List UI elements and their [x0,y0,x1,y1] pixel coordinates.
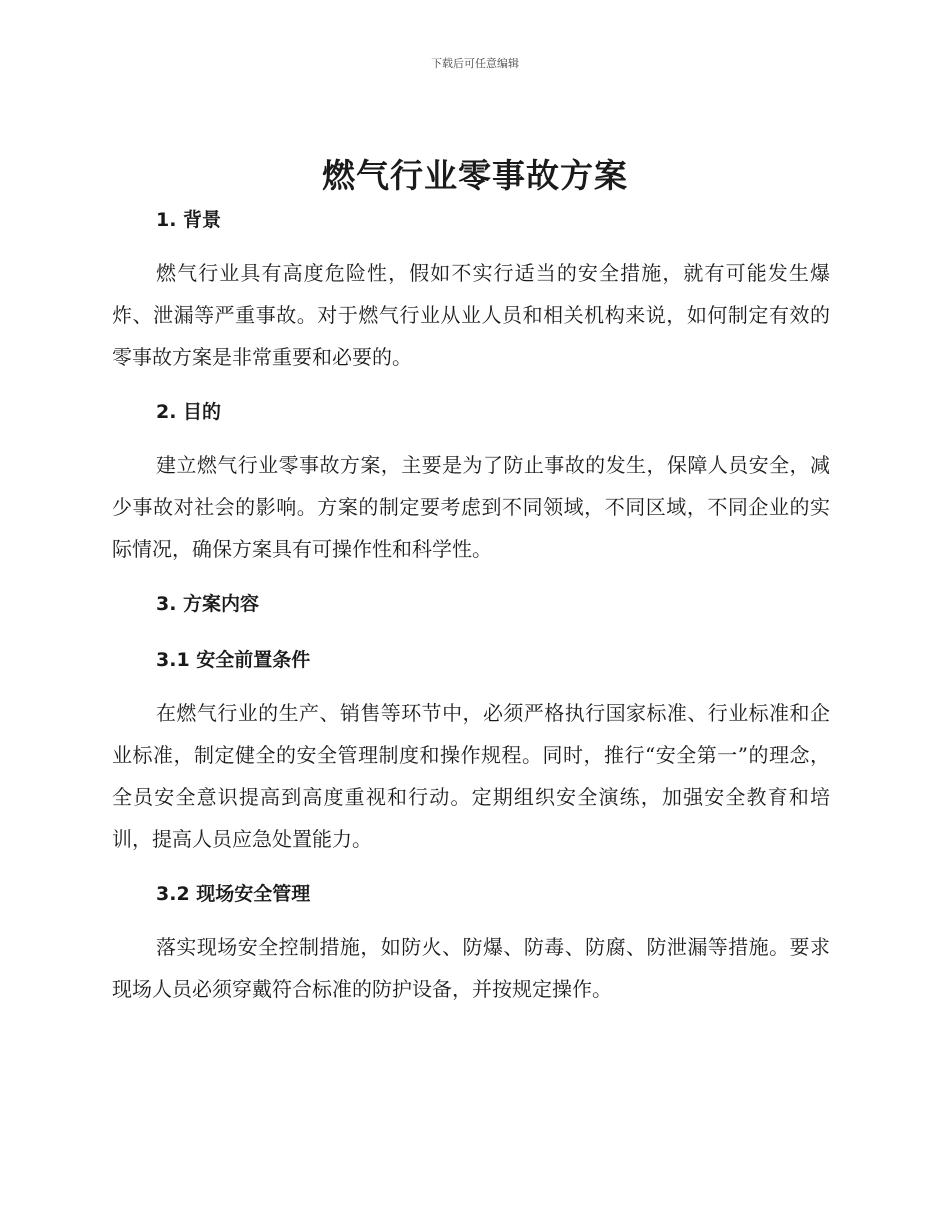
section-paragraph-background: 燃气行业具有高度危险性，假如不实行适当的安全措施，就有可能发生爆炸、泄漏等严重事故。对于燃气行业从业人员和相关机构来说，如何制定有效的零事故方案是非常重要和必要的。 [112,261,830,369]
page-header: 下载后可任意编辑 [431,57,519,70]
section-paragraph-purpose: 建立燃气行业零事故方案，主要是为了防止事故的发生，保障人员安全，减少事故对社会的影响。方案的制定要考虑到不同领域，不同区域，不同企业的实际情况，确保方案具有可操作性和科学性。 [112,453,830,561]
section-heading-background: 1. 背景 [156,209,222,231]
section-heading-purpose: 2. 目的 [156,401,222,423]
document-title: 燃气行业零事故方案 [322,156,628,195]
section-heading-site-safety: 3.2 现场安全管理 [156,883,311,905]
document-body [112,200,830,1010]
section-paragraph-site-safety: 落实现场安全控制措施，如防火、防爆、防毒、防腐、防泄漏等措施。要求现场人员必须穿戴符合标准的防护设备，并按规定操作。 [112,935,830,1001]
section-heading-safety-preconditions: 3.1 安全前置条件 [156,649,311,671]
section-heading-content: 3. 方案内容 [156,593,260,615]
section-paragraph-safety-preconditions: 在燃气行业的生产、销售等环节中，必须严格执行国家标准、行业标准和企业标准，制定健全的安全管理制度和操作规程。同时，推行“安全第一”的理念，全员安全意识提高到高度重视和行动。定期组织安全演练，加强安全教育和培训，提高人员应急处置能力。 [112,701,830,851]
